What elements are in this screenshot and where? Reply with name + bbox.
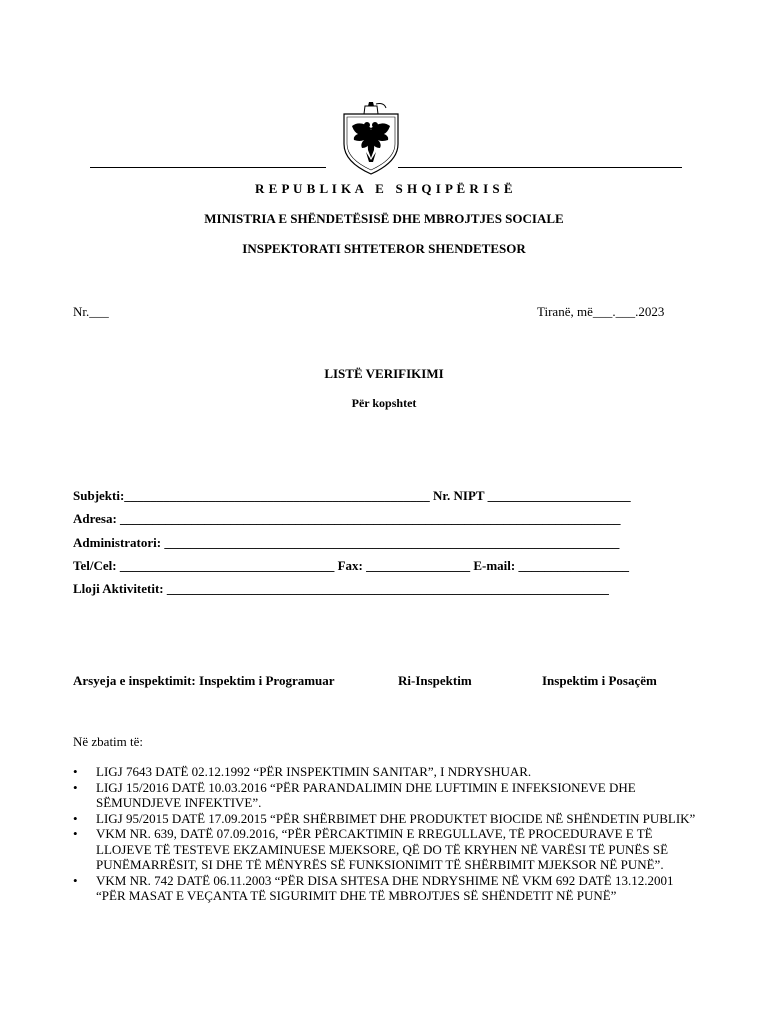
republic-heading: R E P U B L I K A E S H Q I P Ë R I S Ë [254,181,514,196]
list-item: • LIGJ 7643 DATË 02.12.1992 “PËR INSPEKTIMIN SANITAR”, I NDRYSHUAR. [73,764,532,779]
inspection-reason-reinspect[interactable]: Ri-Inspektim [398,673,472,688]
header-rule-right [398,167,682,168]
document-number: Nr.___ [73,304,109,319]
ministry-heading: MINISTRIA E SHËNDETËSISË DHE MBROJTJES SOCIALE [204,211,564,226]
inspection-reason-programmed[interactable]: Arsyeja e inspektimit: Inspektim i Programuar [73,673,335,688]
field-administratori[interactable]: Administratori: ______________________________________________________________________ [73,535,620,550]
list-item: • VKM NR. 639, DATË 07.09.2016, “PËR PËRCAKTIMIN E RREGULLAVE, TË PROCEDURAVE E TË LLOJEVE TË TESTEVE EKZAMINUESE MJEKSORE, QË DO TË KRYHEN NË VARËSI TË PUNËS SË PUNËMARRËSIT, SI DHE TË MËNYRËS SË FUNKSIONIMIT TË SHËRBIMIT MJEKSOR NË PUNË”. [73,826,669,872]
bullet-icon: • [73,872,78,888]
coat-of-arms-icon [340,100,402,176]
list-item: • LIGJ 95/2015 DATË 17.09.2015 “PËR SHËRBIMET DHE PRODUKTET BIOCIDE NË SHËNDETIN PUBLIK” [73,810,696,826]
place-date: Tiranë, më___.___.2023 [537,304,665,319]
law-list [73,764,698,904]
inspectorate-heading: INSPEKTORATI SHTETEROR SHENDETESOR [242,241,526,256]
field-adresa[interactable]: Adresa: _____________________________________________________________________________ [73,511,621,526]
list-item: • LIGJ 15/2016 DATË 10.03.2016 “PËR PARANDALIMIN DHE LUFTIMIN E INFEKSIONEVE DHE SËMUNDJEVE INFEKTIVE”. [73,779,636,810]
field-contact[interactable]: Tel/Cel: _________________________________ Fax: ________________ E-mail: _________________ [73,558,629,573]
document-title: LISTË VERIFIKIMI [324,366,444,381]
field-subjekti[interactable]: Subjekti:_______________________________________________ Nr. NIPT ______________________ [73,488,631,503]
bullet-icon: • [73,826,78,841]
list-item: • VKM NR. 742 DATË 06.11.2003 “PËR DISA SHTESA DHE NDRYSHIME NË VKM 692 DATË 13.12.2001 “PËR MASAT E VEÇANTA TË SIGURIMIT DHE TË MBROJTJES SË SHËNDETIT NË PUNË” [73,872,674,903]
implementation-intro: Në zbatim të: [73,734,144,749]
inspection-reason-special[interactable]: Inspektim i Posaçëm [542,673,657,688]
bullet-icon: • [73,764,78,779]
header-rule-left [90,167,326,168]
bullet-icon: • [73,779,78,795]
field-lloji-aktivitetit[interactable]: Lloji Aktivitetit: ____________________________________________________________________ [73,581,609,596]
document-subtitle: Për kopshtet [351,396,417,410]
bullet-icon: • [73,810,78,826]
